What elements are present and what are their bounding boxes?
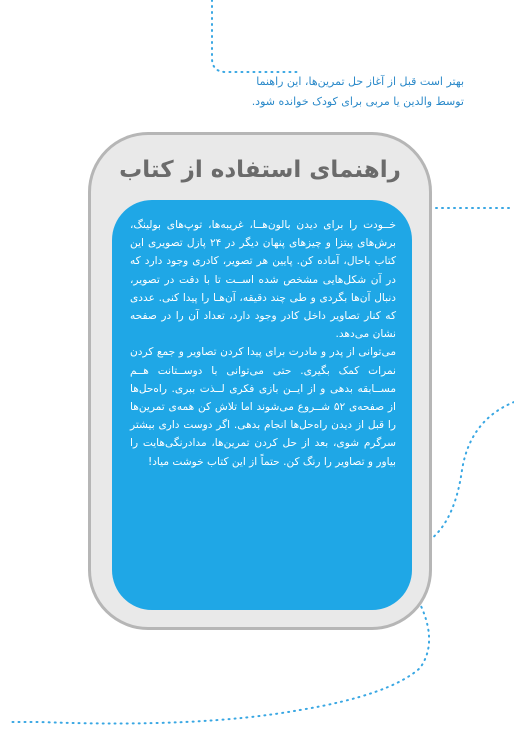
note-line-1: بهتر است قبل از آغاز حل تمرین‌ها، این راهنما: [256, 75, 464, 88]
top-instruction-note: [204, 72, 464, 112]
dotted-line-top: [212, 0, 300, 72]
dotted-curve-right: [430, 402, 514, 540]
guide-paragraph-1: خــودت را برای دیدن بالون‌هــا، غریبه‌ها، توپ‌های بولینگ، برش‌های پیتزا و چیزهای پنهان دیگر در ۲۴ پازل تصویری این کتاب باحال، آماده کن. پایین هر تصویر، کادری وجود دارد که در آن شکل‌هایی مشخص شده اســت تا با دقت در تصویر، دنبال آن‌ها بگردی و طی چند دقیقه، آن‌هـا را پیدا کنی. عددی که کنار تصاویر داخل کادر وجود دارد، تعداد آن را در صفحه نشان می‌دهد.: [130, 219, 397, 341]
guide-text-panel: [112, 200, 412, 610]
card-title: راهنمای استفاده از کتاب: [119, 157, 401, 183]
guide-paragraph-2: می‌توانی از پدر و مادرت برای پیدا کردن تصاویر و جمع کردن نمرات کمک بگیری. حتی می‌توانی با دوســتانت هــم مســابقه بدهی و از ایــن بازی فکری لــذت ببری. راه‌حل‌ها از صفحه‌ی ۵۲ شــروع می‌شوند اما تلاش کن همه‌ی تمرین‌ها را قبل از دیدن راه‌حل‌ها انجام بدهی. اگر دوست داری بیشتر سرگرم شوی، بعد از حل کردن تمرین‌ها، مدادرنگی‌هایت را بیاور و تصاویر را رنگ کن. حتماً از این کتاب خوشت میاد!: [130, 346, 396, 468]
note-line-2: توسط والدین یا مربی برای کودک خوانده شود.: [251, 95, 464, 108]
